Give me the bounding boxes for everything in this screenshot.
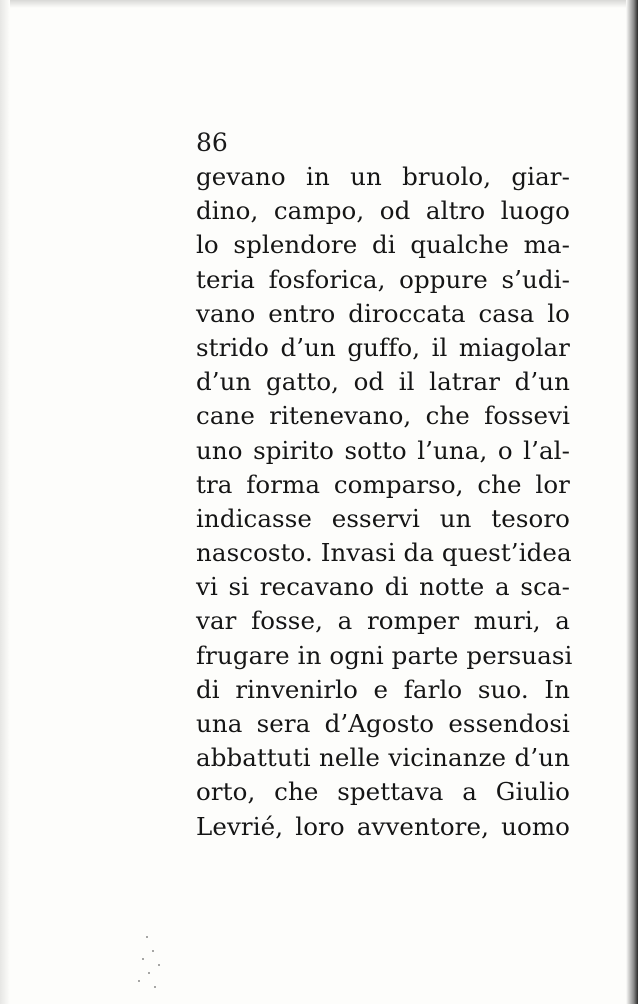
page-number: 86 <box>196 128 228 157</box>
text-line: d’un gatto, od il latrar d’un <box>196 367 570 397</box>
text-line: Levrié, loro avventore, uomo <box>196 811 570 841</box>
text-line: una sera d’Agosto essendosi <box>196 709 570 738</box>
text-line: di rinvenirlo e farlo suo. In <box>196 674 570 704</box>
speck <box>152 950 154 952</box>
text-line: strido d’un guffo, il miagolar <box>196 332 570 362</box>
text-line: nascosto. Invasi da quest’idea <box>196 538 572 568</box>
text-line: frugare in ogni parte persuasi <box>196 640 573 670</box>
speck <box>142 958 144 960</box>
text-line: vano entro diroccata casa lo <box>196 298 570 328</box>
text-line: indicasse esservi un tesoro <box>196 503 570 533</box>
text-line: tra forma comparso, che lor <box>196 469 570 499</box>
speck <box>154 986 156 988</box>
text-line: orto, che spettava a Giulio <box>196 777 570 807</box>
text-line: uno spirito sotto l’una, o l’al- <box>196 435 570 465</box>
page-right-edge-shadow <box>626 0 638 1004</box>
speck <box>146 936 148 938</box>
text-line: dino, campo, od altro luogo <box>196 196 570 226</box>
speck <box>158 964 160 966</box>
text-line: vi si recavano di notte a sca- <box>196 572 570 602</box>
text-line: gevano in un bruolo, giar- <box>196 162 570 191</box>
body-text <box>196 160 573 844</box>
text-line: var fosse, a romper muri, a <box>196 606 570 636</box>
page-left-edge <box>0 0 10 1004</box>
speck <box>148 972 150 974</box>
speck <box>138 980 140 982</box>
text-line: cane ritenevano, che fossevi <box>196 401 570 431</box>
text-line: teria fosforica, oppure s’udi- <box>196 264 570 294</box>
text-line: lo splendore di qualche ma- <box>196 230 570 260</box>
paper-specks <box>128 928 188 998</box>
text-line: abbattuti nelle vicinanze d’un <box>196 743 570 773</box>
page-top-edge <box>0 0 638 8</box>
